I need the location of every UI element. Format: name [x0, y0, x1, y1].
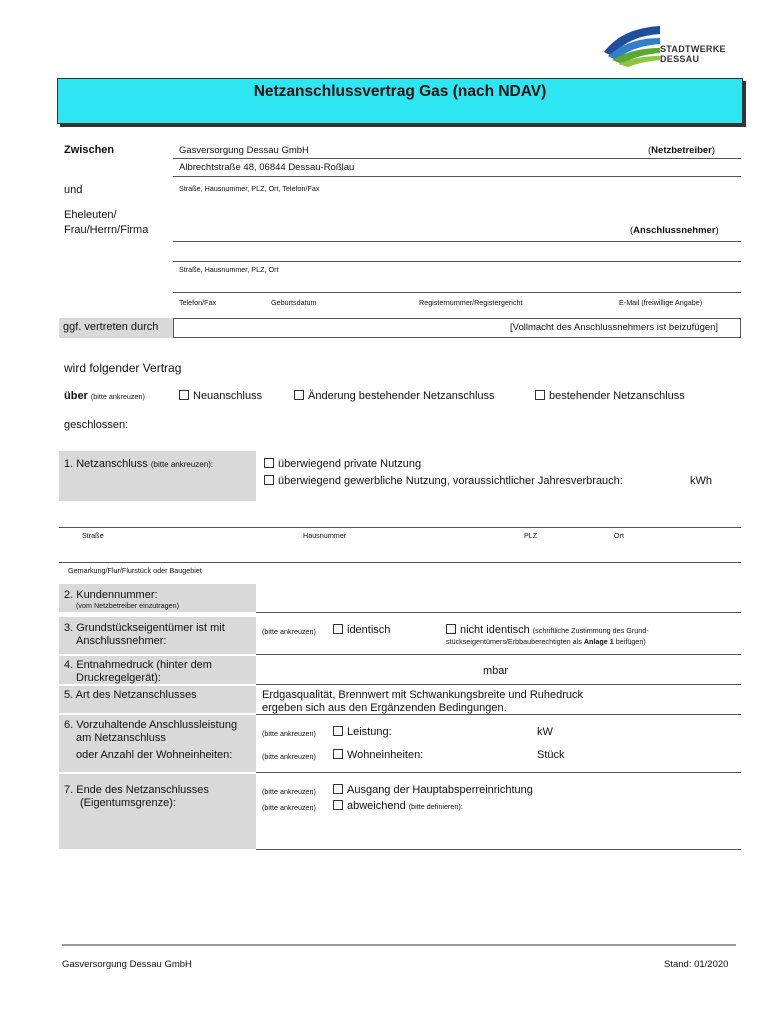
plz-caption: PLZ	[524, 531, 538, 540]
represented-label: ggf. vertreten durch	[63, 321, 159, 333]
option-aenderung[interactable]: Änderung bestehender Netzanschluss	[294, 390, 495, 402]
footer-company: Gasversorgung Dessau GmbH	[62, 959, 192, 970]
kw-unit: kW	[537, 726, 553, 738]
logo-text-line1: STADTWERKE	[660, 44, 726, 54]
section6-label-2: am Netzanschluss	[76, 732, 166, 744]
section5-text-2: ergeben sich aus den Ergänzenden Bedingungen.	[262, 702, 507, 714]
customer-number-field[interactable]	[256, 584, 741, 612]
operator-name: Gasversorgung Dessau GmbH	[179, 145, 309, 156]
operator-address: Albrechtstraße 48, 06844 Dessau-Roßlau	[179, 162, 355, 173]
checkbox-icon[interactable]	[446, 624, 456, 634]
title-box	[57, 78, 743, 124]
zwischen-label: Zwischen	[64, 144, 115, 156]
checkbox-icon[interactable]	[333, 624, 343, 634]
checkbox-icon[interactable]	[333, 784, 343, 794]
section4-label-1: 4. Entnahmedruck (hinter dem	[64, 659, 212, 671]
parcel-caption: Gemarkung/Flur/Flurstück oder Baugebiet	[68, 566, 202, 575]
checkbox-icon[interactable]	[294, 390, 304, 400]
option-units[interactable]: Wohneinheiten:	[333, 749, 423, 761]
checkbox-icon[interactable]	[264, 458, 274, 468]
customer-address-caption: Straße, Hausnummer, PLZ, Ort	[179, 265, 279, 274]
section3-label-1: 3. Grundstückseigentümer ist mit	[64, 622, 225, 634]
eheleute-label-1: Eheleuten/	[64, 209, 117, 221]
phone-caption: Telefon/Fax	[179, 298, 217, 307]
section5-label: 5. Art des Netzanschlusses	[64, 689, 197, 701]
checkbox-icon[interactable]	[333, 749, 343, 759]
section6-hint-1: (bitte ankreuzen)	[262, 729, 316, 738]
option-neuanschluss[interactable]: Neuanschluss	[179, 390, 262, 402]
proxy-note: [Vollmacht des Anschlussnehmers ist beizufügen]	[510, 322, 719, 333]
option-power[interactable]: Leistung:	[333, 726, 392, 738]
section3-label-2: Anschlussnehmer:	[76, 635, 167, 647]
checkbox-icon[interactable]	[333, 726, 343, 736]
contract-intro: wird folgender Vertrag	[64, 361, 182, 375]
street-caption: Straße	[82, 531, 104, 540]
logo-wave-icon	[602, 22, 662, 68]
stueck-unit: Stück	[537, 749, 565, 761]
section7-label-2: (Eigentumsgrenze):	[80, 797, 176, 809]
section5-text-1: Erdgasqualität, Brennwert mit Schwankungsbreite und Ruhedruck	[262, 689, 584, 701]
section6-hint-2: (bitte ankreuzen)	[262, 752, 316, 761]
customer-name-field[interactable]	[173, 208, 623, 238]
register-caption: Registernummer/Registergericht	[419, 298, 523, 307]
section2-hint: (vom Netzbetreiber einzutragen)	[76, 601, 180, 610]
kwh-unit: kWh	[690, 475, 712, 487]
page-title: Netzanschlussvertrag Gas (nach NDAV)	[253, 83, 547, 100]
option-identical[interactable]: identisch	[333, 624, 390, 636]
option-not-identical[interactable]: nicht identisch (schriftliche Zustimmung des Grund-	[446, 624, 649, 636]
logo-text-line2: DESSAU	[660, 54, 700, 64]
geschlossen-label: geschlossen:	[64, 419, 129, 431]
company-logo	[600, 22, 735, 70]
ueber-label: über (bitte ankreuzen)	[64, 390, 145, 402]
section6-label-3: oder Anzahl der Wohneinheiten:	[76, 749, 233, 761]
checkbox-icon[interactable]	[333, 800, 343, 810]
section4-label-2: Druckregelgerät):	[76, 672, 161, 684]
checkbox-icon[interactable]	[264, 475, 274, 485]
customer-role: (Anschlussnehmer)	[630, 225, 719, 236]
mbar-unit: mbar	[483, 665, 509, 677]
footer-date: Stand: 01/2020	[664, 959, 729, 970]
section2-label: 2. Kundennummer:	[64, 589, 158, 601]
option-bestehender[interactable]: bestehender Netzanschluss	[535, 390, 685, 402]
option-main-valve[interactable]: Ausgang der Hauptabsperreinrichtung	[333, 784, 533, 796]
section1-label: 1. Netzanschluss (bitte ankreuzen):	[64, 458, 214, 470]
section7-hint-1: (bitte ankreuzen)	[262, 787, 316, 796]
customer-contact-field[interactable]	[173, 278, 741, 292]
city-caption: Ort	[614, 531, 624, 540]
number-caption: Hausnummer	[303, 531, 347, 540]
email-caption: E-Mail (freiwillige Angabe)	[619, 298, 703, 307]
parcel-field[interactable]	[59, 541, 741, 561]
operator-role: (Netzbetreiber)	[648, 145, 716, 156]
section7-hint-2: (bitte ankreuzen)	[262, 803, 316, 812]
checkbox-icon[interactable]	[535, 390, 545, 400]
customer-address-field[interactable]	[173, 243, 741, 259]
und-label: und	[64, 184, 83, 196]
section3-hint: (bitte ankreuzen)	[262, 627, 316, 636]
section3-note-2: stückseigentümers/Erbbauberechtigten als Anlage 1 beifügen)	[446, 637, 646, 646]
section6-label-1: 6. Vorzuhaltende Anschlussleistung	[64, 719, 238, 731]
checkbox-icon[interactable]	[179, 390, 189, 400]
option-commercial[interactable]: überwiegend gewerbliche Nutzung, voraussichtlicher Jahresverbrauch:	[264, 475, 623, 487]
option-private[interactable]: überwiegend private Nutzung	[264, 458, 421, 470]
option-deviating[interactable]: abweichend (bitte definieren):	[333, 800, 463, 812]
section7-label-1: 7. Ende des Netzanschlusses	[64, 784, 209, 796]
birth-caption: Geburtsdatum	[271, 298, 317, 307]
eheleute-label-2: Frau/Herrn/Firma	[64, 224, 149, 236]
address-caption: Straße, Hausnummer, PLZ, Ort, Telefon/Fax	[179, 184, 320, 193]
